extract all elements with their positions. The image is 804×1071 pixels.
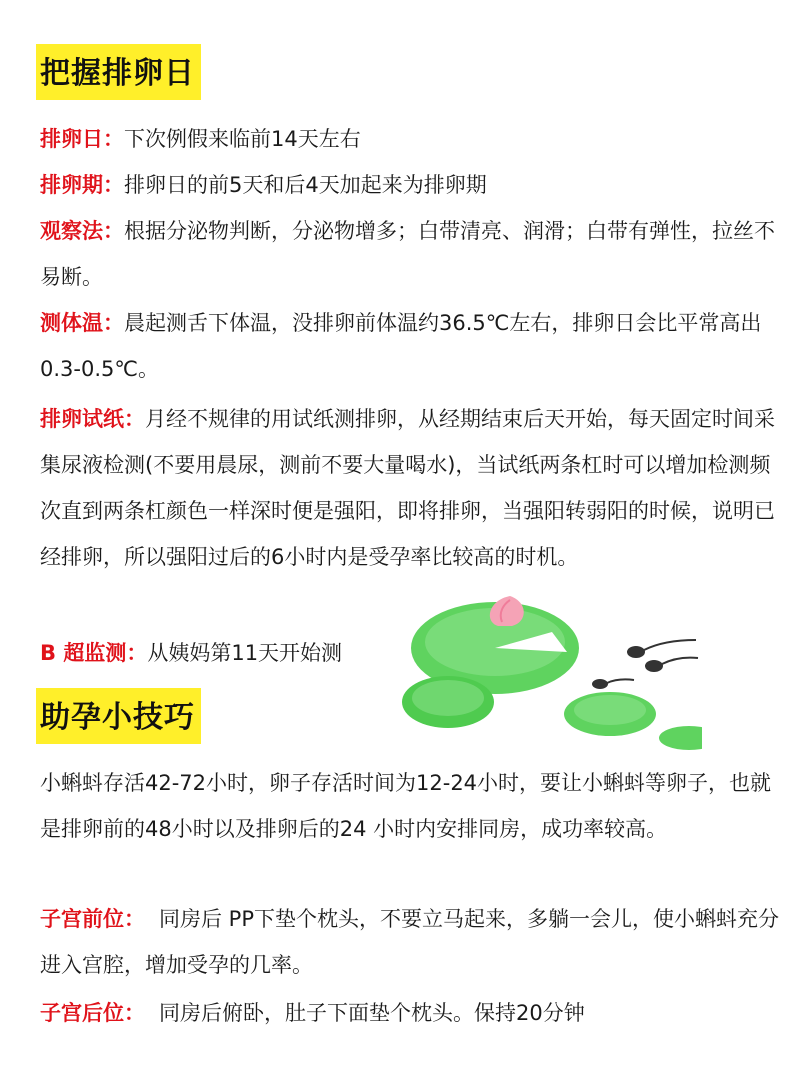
- item-label: B 超监测：: [40, 641, 148, 665]
- item-label: 排卵试纸：: [40, 407, 145, 431]
- item-text: 晨起测舌下体温，没排卵前体温约36.5℃左右，排卵日会比平常高出0.3-0.5℃。: [40, 311, 762, 381]
- lily-pads-tadpoles-illustration: [402, 592, 702, 754]
- item-text: 月经不规律的用试纸测排卵，从经期结束后天开始，每天固定时间采集尿液检测(不要用晨尿，测前不要大量喝水)，当试纸两条杠时可以增加检测频次直到两条杠颜色一样深时便是强阳，即将排卵，当强阳转弱阳的时候，说明已经排卵，所以强阳过后的6小时内是受孕率比较高的时机。: [40, 407, 775, 569]
- item-text: 从姨妈第11天开始测: [147, 641, 343, 665]
- section-heading-ovulation: 把握排卵日: [36, 44, 201, 100]
- item-label: 子宫前位：: [40, 907, 145, 931]
- item-label: 排卵期：: [40, 173, 124, 197]
- item-text: 下次例假来临前14天左右: [124, 127, 361, 151]
- intro-text: 小蝌蚪存活42-72小时，卵子存活时间为12-24小时，要让小蝌蚪等卵子，也就是排卵前的48小时以及排卵后的24 小时内安排同房，成功率较高。: [40, 771, 772, 841]
- item-text: 同房后俯卧，肚子下面垫个枕头。保持20分钟: [159, 1001, 585, 1025]
- section-heading-conception-tips: 助孕小技巧: [36, 688, 201, 744]
- item-label: 子宫后位：: [40, 1001, 145, 1025]
- item-label: 观察法：: [40, 219, 124, 243]
- item-ovulation-period: [40, 162, 780, 208]
- item-ultrasound: [40, 630, 400, 676]
- item-retroverted-uterus: [40, 990, 780, 1036]
- item-body-temperature: [40, 300, 780, 392]
- item-observation: [40, 208, 780, 300]
- item-text: 根据分泌物判断，分泌物增多；白带清亮、润滑；白带有弹性，拉丝不易断。: [40, 219, 775, 289]
- item-label: 测体温：: [40, 311, 124, 335]
- item-text: 同房后 PP下垫个枕头，不要立马起来，多躺一会儿，使小蝌蚪充分进入宫腔，增加受孕的几率。: [40, 907, 779, 977]
- item-ovulation-day: [40, 116, 780, 162]
- item-ovulation-test-strip: [40, 396, 780, 580]
- item-anteverted-uterus: [40, 896, 780, 988]
- item-text: 排卵日的前5天和后4天加起来为排卵期: [124, 173, 487, 197]
- item-label: 排卵日：: [40, 127, 124, 151]
- conception-intro: [40, 760, 780, 852]
